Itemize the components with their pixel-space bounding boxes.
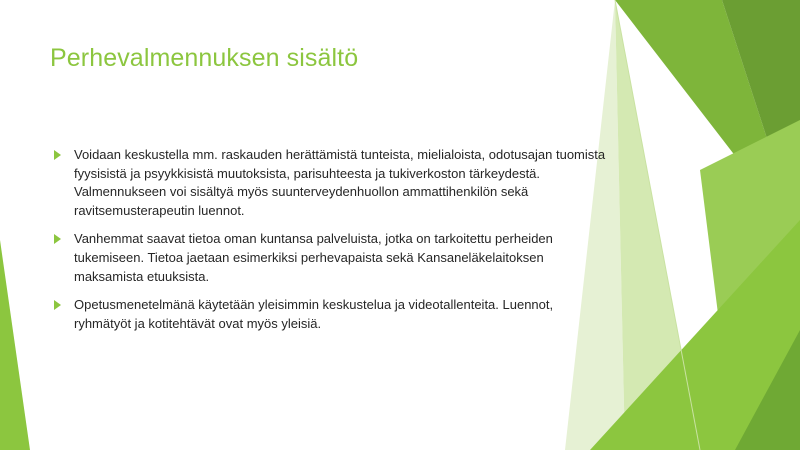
facet-left-edge	[0, 240, 30, 450]
bullet-list	[50, 146, 610, 343]
bullet-text: Opetusmenetelmänä käytetään yleisimmin keskustelua ja videotallenteita. Luennot, ryhmätyöt ja kotitehtävät ovat myös yleisiä.	[74, 297, 554, 331]
bullet-item	[50, 296, 610, 333]
bullet-arrow-icon	[54, 150, 61, 160]
bullet-text: Vanhemmat saavat tietoa oman kuntansa palveluista, jotka on tarkoitettu perheiden tukemiseen. Tietoa jaetaan esimerkiksi perhevapaista sekä Kansaneläkelaitoksen maksamista etuuksista.	[74, 231, 553, 284]
bullet-arrow-icon	[54, 234, 61, 244]
bullet-text: Voidaan keskustella mm. raskauden herättämistä tunteista, mielialoista, odotusajan tuomista fyysisistä ja psyykkisistä muutoksista, parisuhteesta ja tukiverkoston tärkeydestä. Valmennukseen voi sisältyä myös suunterveydenhuollon ammattihenkilön sekä ravitsemusterapeutin luennot.	[74, 147, 606, 218]
bullet-arrow-icon	[54, 300, 61, 310]
bullet-item	[50, 230, 610, 286]
bullet-item	[50, 146, 610, 220]
slide-title: Perhevalmennuksen sisältö	[50, 44, 359, 72]
